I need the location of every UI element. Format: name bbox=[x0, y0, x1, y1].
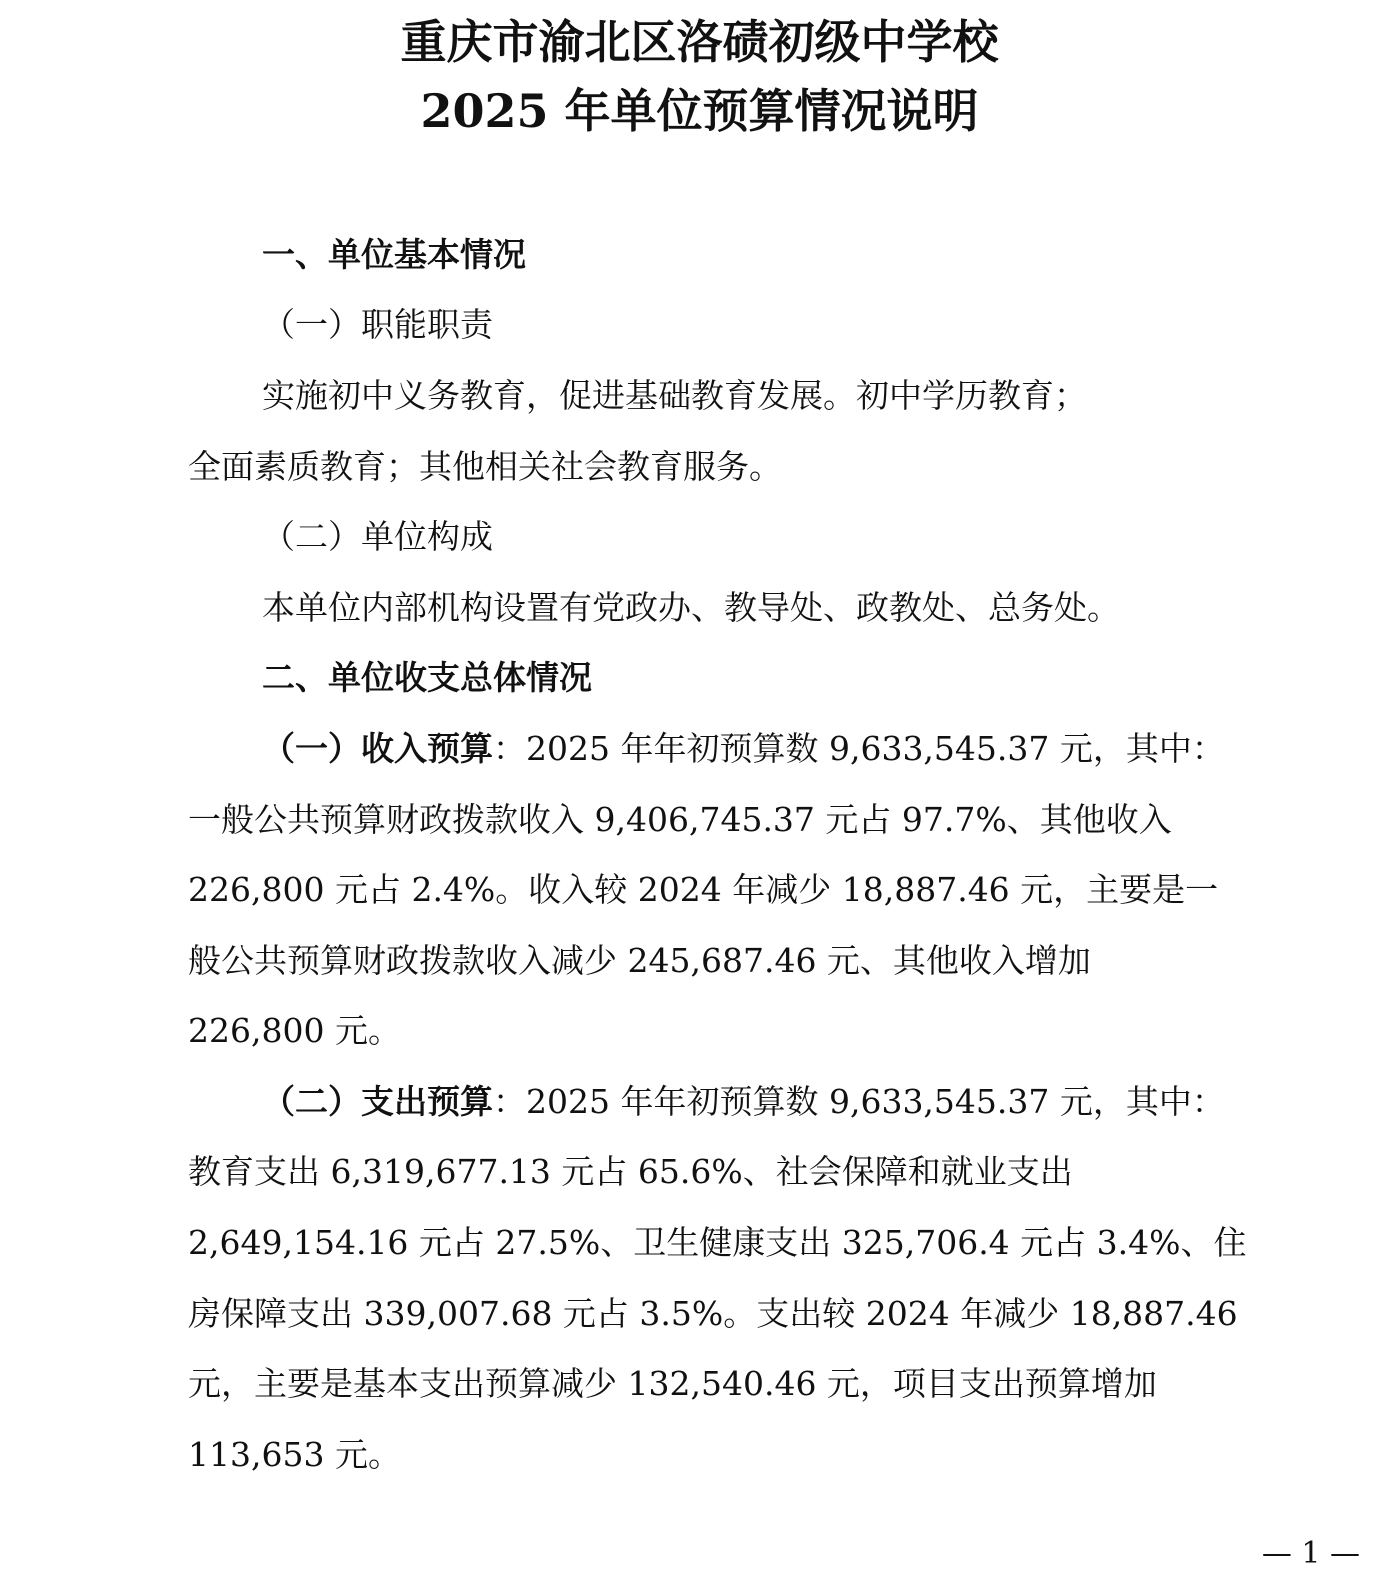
expense-paragraph-line3: 2,649,154.16 元占 27.5%、卫生健康支出 325,706.4 元占 3.4%、住 bbox=[188, 1223, 1247, 1262]
section1-sub2-heading: （二）单位构成 bbox=[262, 517, 493, 556]
income-paragraph-line3: 226,800 元占 2.4%。收入较 2024 年减少 18,887.46 元，主要是一 bbox=[188, 870, 1219, 909]
expense-paragraph-line4: 房保障支出 339,007.68 元占 3.5%。支出较 2024 年减少 18,887.46 bbox=[188, 1294, 1238, 1333]
income-paragraph-line1 bbox=[262, 727, 1225, 771]
document-title-line2: 2025 年单位预算情况说明 bbox=[420, 84, 979, 138]
expense-paragraph-line5: 元，主要是基本支出预算减少 132,540.46 元，项目支出预算增加 bbox=[188, 1364, 1157, 1403]
document-title-line1: 重庆市渝北区洛碛初级中学校 bbox=[400, 15, 999, 69]
income-line1-text: ：2025 年年初预算数 9,633,545.37 元，其中： bbox=[493, 729, 1225, 768]
page-number: — 1 — bbox=[1261, 1536, 1360, 1571]
income-paragraph-line5: 226,800 元。 bbox=[188, 1011, 401, 1050]
expense-paragraph-line6: 113,653 元。 bbox=[188, 1435, 401, 1474]
section1-sub1-text-line2: 全面素质教育；其他相关社会教育服务。 bbox=[188, 447, 782, 486]
expense-label: （二）支出预算 bbox=[262, 1082, 493, 1121]
section1-sub1-heading: （一）职能职责 bbox=[262, 305, 493, 344]
income-paragraph-line4: 般公共预算财政拨款收入减少 245,687.46 元、其他收入增加 bbox=[188, 941, 1091, 980]
section1-heading: 一、单位基本情况 bbox=[262, 235, 526, 274]
expense-paragraph-line1 bbox=[262, 1080, 1225, 1124]
section2-heading: 二、单位收支总体情况 bbox=[262, 658, 592, 697]
income-label: （一）收入预算 bbox=[262, 729, 493, 768]
expense-line1-text: ：2025 年年初预算数 9,633,545.37 元，其中： bbox=[493, 1082, 1225, 1121]
expense-paragraph-line2: 教育支出 6,319,677.13 元占 65.6%、社会保障和就业支出 bbox=[188, 1152, 1073, 1191]
section1-sub2-text: 本单位内部机构设置有党政办、教导处、政教处、总务处。 bbox=[262, 588, 1120, 627]
income-paragraph-line2: 一般公共预算财政拨款收入 9,406,745.37 元占 97.7%、其他收入 bbox=[188, 800, 1172, 839]
section1-sub1-text-line1: 实施初中义务教育，促进基础教育发展。初中学历教育； bbox=[262, 376, 1087, 415]
